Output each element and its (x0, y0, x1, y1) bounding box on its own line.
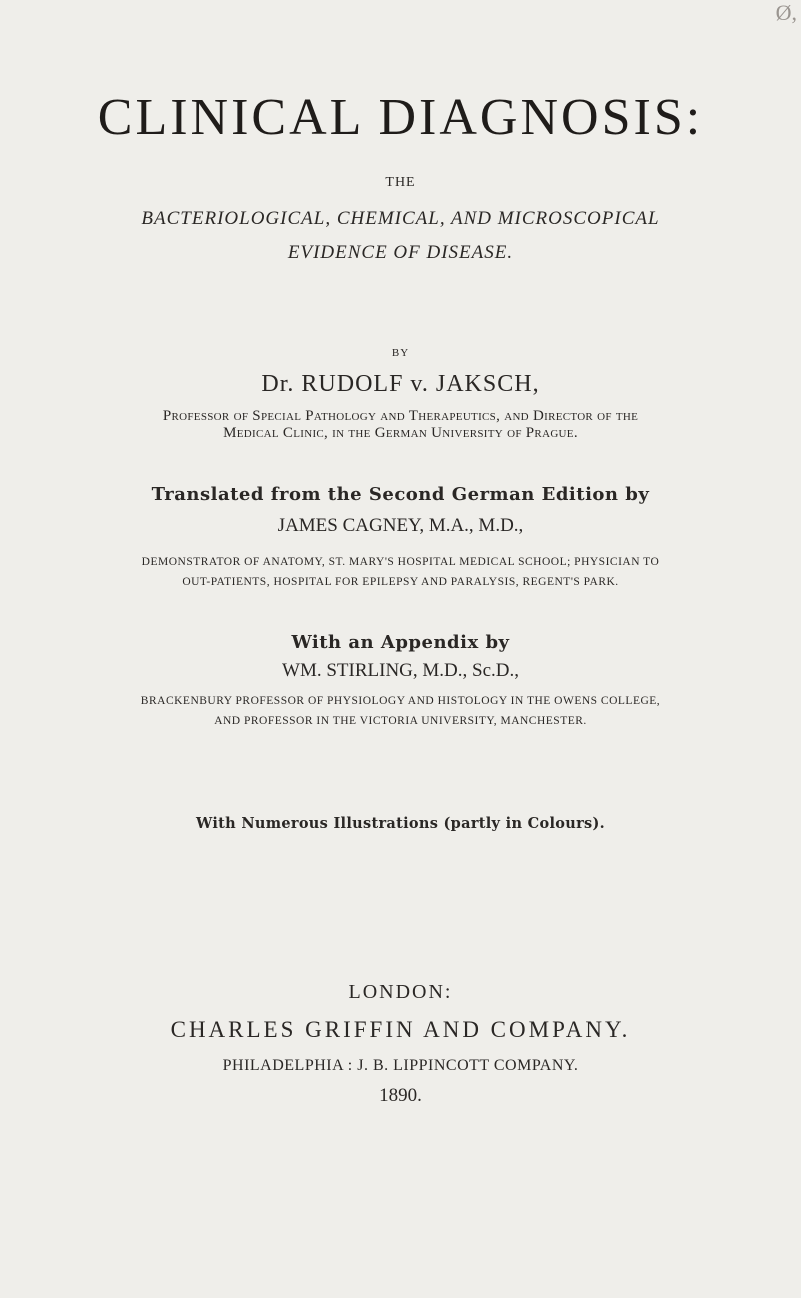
illustrations-note: With Numerous Illustrations (partly in Colours). (196, 815, 605, 832)
book-title: CLINICAL DIAGNOSIS: (97, 89, 704, 146)
subtitle-article: THE (385, 175, 416, 190)
author-affiliation-line-2: Medical Clinic, in the German University of Prague. (223, 425, 578, 441)
co-publisher: PHILADELPHIA : J. B. LIPPINCOTT COMPANY. (222, 1057, 579, 1074)
by-label: BY (391, 347, 410, 359)
translator-name: JAMES CAGNEY, M.A., M.D., (277, 515, 524, 536)
publisher-name: CHARLES GRIFFIN AND COMPANY. (170, 1017, 631, 1042)
publication-year: 1890. (379, 1085, 422, 1106)
translator-affiliation-line-2: OUT-PATIENTS, HOSPITAL FOR EPILEPSY AND PARALYSIS, REGENT'S PARK. (182, 576, 619, 588)
translator-affiliation-line-1: DEMONSTRATOR OF ANATOMY, ST. MARY'S HOSPITAL MEDICAL SCHOOL; PHYSICIAN TO (141, 556, 660, 568)
author-affiliation-line-1: Professor of Special Pathology and Therapeutics, and Director of the (162, 408, 639, 424)
appendix-author-name: WM. STIRLING, M.D., Sc.D., (282, 660, 519, 681)
appendix-line: With an Appendix by (291, 632, 510, 653)
appendix-affiliation-line-2: AND PROFESSOR IN THE VICTORIA UNIVERSITY, MANCHESTER. (214, 715, 587, 727)
translated-from-line: Translated from the Second German Edition by (151, 484, 650, 505)
author-name: Dr. RUDOLF v. JAKSCH, (261, 371, 540, 397)
appendix-affiliation-line-1: BRACKENBURY PROFESSOR OF PHYSIOLOGY AND HISTOLOGY IN THE OWENS COLLEGE, (140, 695, 661, 707)
subtitle-line-1: BACTERIOLOGICAL, CHEMICAL, AND MICROSCOPICAL (141, 208, 660, 229)
imprint-place: LONDON: (348, 981, 453, 1003)
corner-mark: Ø, (775, 0, 797, 25)
subtitle-line-2: EVIDENCE OF DISEASE. (287, 242, 514, 263)
